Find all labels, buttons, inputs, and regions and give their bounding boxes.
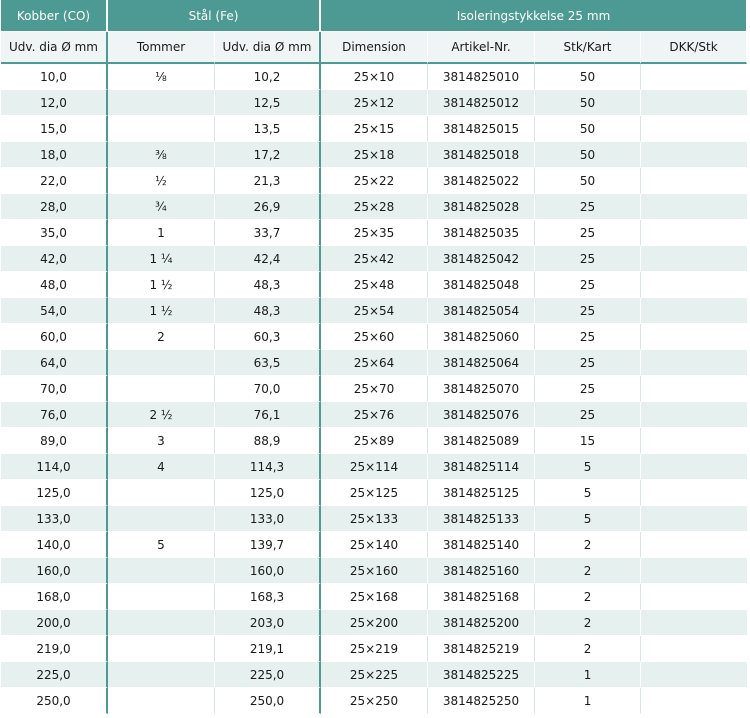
cell-article: 3814825140 <box>428 532 535 558</box>
col-pcs-carton: Stk/Kart <box>535 32 641 64</box>
cell-steel-dia: 225,0 <box>215 662 321 688</box>
cell-steel-dia: 48,3 <box>215 298 321 324</box>
cell-steel-inches: ¾ <box>108 194 215 220</box>
cell-steel-inches <box>108 558 215 584</box>
cell-dimension: 25×15 <box>321 116 428 142</box>
cell-dimension: 25×48 <box>321 272 428 298</box>
cell-price <box>641 532 747 558</box>
cell-dimension: 25×22 <box>321 168 428 194</box>
cell-article: 3814825035 <box>428 220 535 246</box>
cell-article: 3814825022 <box>428 168 535 194</box>
cell-dimension: 25×60 <box>321 324 428 350</box>
cell-copper-dia: 114,0 <box>1 454 108 480</box>
cell-article: 3814825250 <box>428 688 535 714</box>
cell-price <box>641 116 747 142</box>
cell-price <box>641 168 747 194</box>
cell-steel-dia: 219,1 <box>215 636 321 662</box>
cell-dimension: 25×76 <box>321 402 428 428</box>
cell-copper-dia: 250,0 <box>1 688 108 714</box>
table-row <box>1 454 747 480</box>
cell-article: 3814825042 <box>428 246 535 272</box>
cell-dimension: 25×160 <box>321 558 428 584</box>
cell-copper-dia: 18,0 <box>1 142 108 168</box>
table-row <box>1 142 747 168</box>
cell-copper-dia: 133,0 <box>1 506 108 532</box>
cell-article: 3814825028 <box>428 194 535 220</box>
cell-steel-inches: 2 <box>108 324 215 350</box>
table-row <box>1 298 747 324</box>
cell-copper-dia: 219,0 <box>1 636 108 662</box>
cell-copper-dia: 10,0 <box>1 64 108 90</box>
cell-price <box>641 220 747 246</box>
cell-steel-dia: 203,0 <box>215 610 321 636</box>
cell-copper-dia: 200,0 <box>1 610 108 636</box>
cell-price <box>641 142 747 168</box>
cell-dimension: 25×54 <box>321 298 428 324</box>
cell-copper-dia: 225,0 <box>1 662 108 688</box>
table-row <box>1 246 747 272</box>
cell-price <box>641 90 747 116</box>
cell-price <box>641 428 747 454</box>
cell-steel-inches <box>108 90 215 116</box>
cell-article: 3814825060 <box>428 324 535 350</box>
cell-price <box>641 558 747 584</box>
cell-steel-inches: ½ <box>108 168 215 194</box>
cell-copper-dia: 89,0 <box>1 428 108 454</box>
cell-steel-dia: 88,9 <box>215 428 321 454</box>
table-header <box>1 0 747 64</box>
cell-dimension: 25×35 <box>321 220 428 246</box>
cell-copper-dia: 125,0 <box>1 480 108 506</box>
cell-pcs-carton: 25 <box>535 194 641 220</box>
cell-steel-dia: 21,3 <box>215 168 321 194</box>
group-insulation: Isoleringstykkelse 25 mm <box>321 0 747 32</box>
cell-pcs-carton: 25 <box>535 246 641 272</box>
table-row <box>1 506 747 532</box>
cell-steel-dia: 76,1 <box>215 402 321 428</box>
cell-article: 3814825018 <box>428 142 535 168</box>
table-row <box>1 194 747 220</box>
cell-article: 3814825064 <box>428 350 535 376</box>
cell-price <box>641 246 747 272</box>
cell-article: 3814825070 <box>428 376 535 402</box>
cell-pcs-carton: 1 <box>535 662 641 688</box>
header-column-row <box>1 32 747 64</box>
table-row <box>1 90 747 116</box>
cell-steel-dia: 13,5 <box>215 116 321 142</box>
cell-steel-inches: ⅛ <box>108 64 215 90</box>
cell-copper-dia: 160,0 <box>1 558 108 584</box>
cell-copper-dia: 48,0 <box>1 272 108 298</box>
cell-steel-dia: 70,0 <box>215 376 321 402</box>
cell-pcs-carton: 5 <box>535 480 641 506</box>
cell-copper-dia: 22,0 <box>1 168 108 194</box>
cell-pcs-carton: 25 <box>535 324 641 350</box>
cell-steel-dia: 12,5 <box>215 90 321 116</box>
cell-article: 3814825125 <box>428 480 535 506</box>
cell-article: 3814825225 <box>428 662 535 688</box>
cell-pcs-carton: 25 <box>535 350 641 376</box>
cell-pcs-carton: 50 <box>535 168 641 194</box>
cell-steel-dia: 48,3 <box>215 272 321 298</box>
cell-steel-inches <box>108 480 215 506</box>
cell-steel-dia: 125,0 <box>215 480 321 506</box>
cell-steel-inches: 2 ½ <box>108 402 215 428</box>
table-row <box>1 480 747 506</box>
cell-dimension: 25×18 <box>321 142 428 168</box>
cell-dimension: 25×28 <box>321 194 428 220</box>
cell-steel-inches: 4 <box>108 454 215 480</box>
cell-dimension: 25×70 <box>321 376 428 402</box>
table-row <box>1 220 747 246</box>
cell-steel-inches: ⅜ <box>108 142 215 168</box>
cell-dimension: 25×250 <box>321 688 428 714</box>
cell-steel-dia: 160,0 <box>215 558 321 584</box>
cell-steel-inches: 1 ½ <box>108 272 215 298</box>
cell-steel-dia: 250,0 <box>215 688 321 714</box>
cell-steel-dia: 133,0 <box>215 506 321 532</box>
cell-price <box>641 64 747 90</box>
col-article: Artikel-Nr. <box>428 32 535 64</box>
cell-article: 3814825114 <box>428 454 535 480</box>
cell-price <box>641 454 747 480</box>
table-row <box>1 324 747 350</box>
cell-steel-inches <box>108 636 215 662</box>
cell-pcs-carton: 50 <box>535 90 641 116</box>
table-row <box>1 662 747 688</box>
cell-dimension: 25×64 <box>321 350 428 376</box>
cell-price <box>641 480 747 506</box>
cell-article: 3814825012 <box>428 90 535 116</box>
cell-steel-dia: 42,4 <box>215 246 321 272</box>
cell-price <box>641 636 747 662</box>
cell-steel-dia: 33,7 <box>215 220 321 246</box>
cell-steel-inches: 1 <box>108 220 215 246</box>
group-copper: Kobber (CO) <box>1 0 108 32</box>
cell-pcs-carton: 50 <box>535 64 641 90</box>
cell-pcs-carton: 25 <box>535 376 641 402</box>
cell-copper-dia: 15,0 <box>1 116 108 142</box>
cell-price <box>641 610 747 636</box>
cell-dimension: 25×200 <box>321 610 428 636</box>
table-row <box>1 558 747 584</box>
col-price: DKK/Stk <box>641 32 747 64</box>
cell-pcs-carton: 5 <box>535 454 641 480</box>
cell-steel-dia: 17,2 <box>215 142 321 168</box>
cell-price <box>641 376 747 402</box>
cell-dimension: 25×140 <box>321 532 428 558</box>
cell-price <box>641 350 747 376</box>
cell-dimension: 25×114 <box>321 454 428 480</box>
cell-steel-inches <box>108 116 215 142</box>
cell-pcs-carton: 2 <box>535 610 641 636</box>
table-row <box>1 402 747 428</box>
col-steel-dia: Udv. dia Ø mm <box>215 32 321 64</box>
cell-steel-inches <box>108 584 215 610</box>
cell-steel-dia: 168,3 <box>215 584 321 610</box>
cell-steel-inches <box>108 688 215 714</box>
cell-steel-dia: 10,2 <box>215 64 321 90</box>
col-copper-dia: Udv. dia Ø mm <box>1 32 108 64</box>
cell-copper-dia: 28,0 <box>1 194 108 220</box>
table-row <box>1 168 747 194</box>
cell-dimension: 25×89 <box>321 428 428 454</box>
cell-article: 3814825048 <box>428 272 535 298</box>
cell-price <box>641 298 747 324</box>
table-body <box>1 64 747 714</box>
cell-price <box>641 402 747 428</box>
cell-pcs-carton: 2 <box>535 532 641 558</box>
cell-pcs-carton: 2 <box>535 558 641 584</box>
cell-price <box>641 324 747 350</box>
cell-article: 3814825015 <box>428 116 535 142</box>
table-row <box>1 428 747 454</box>
cell-copper-dia: 140,0 <box>1 532 108 558</box>
cell-pcs-carton: 25 <box>535 220 641 246</box>
cell-copper-dia: 168,0 <box>1 584 108 610</box>
table-row <box>1 272 747 298</box>
cell-dimension: 25×168 <box>321 584 428 610</box>
cell-pcs-carton: 25 <box>535 272 641 298</box>
cell-article: 3814825219 <box>428 636 535 662</box>
cell-price <box>641 584 747 610</box>
cell-steel-inches <box>108 506 215 532</box>
cell-article: 3814825200 <box>428 610 535 636</box>
cell-copper-dia: 35,0 <box>1 220 108 246</box>
cell-steel-dia: 26,9 <box>215 194 321 220</box>
cell-steel-inches <box>108 610 215 636</box>
table-row <box>1 350 747 376</box>
cell-steel-dia: 63,5 <box>215 350 321 376</box>
cell-steel-inches: 1 ½ <box>108 298 215 324</box>
cell-article: 3814825133 <box>428 506 535 532</box>
cell-pcs-carton: 25 <box>535 402 641 428</box>
cell-price <box>641 194 747 220</box>
cell-steel-inches: 3 <box>108 428 215 454</box>
cell-pcs-carton: 2 <box>535 636 641 662</box>
cell-article: 3814825089 <box>428 428 535 454</box>
header-group-row <box>1 0 747 32</box>
table-row <box>1 584 747 610</box>
cell-copper-dia: 64,0 <box>1 350 108 376</box>
cell-copper-dia: 12,0 <box>1 90 108 116</box>
cell-price <box>641 272 747 298</box>
cell-pcs-carton: 5 <box>535 506 641 532</box>
table-row <box>1 376 747 402</box>
cell-copper-dia: 70,0 <box>1 376 108 402</box>
group-steel: Stål (Fe) <box>108 0 321 32</box>
cell-article: 3814825054 <box>428 298 535 324</box>
cell-steel-inches <box>108 376 215 402</box>
table-row <box>1 64 747 90</box>
cell-steel-dia: 114,3 <box>215 454 321 480</box>
cell-dimension: 25×219 <box>321 636 428 662</box>
cell-pcs-carton: 15 <box>535 428 641 454</box>
product-table <box>1 0 747 714</box>
cell-pcs-carton: 1 <box>535 688 641 714</box>
table-row <box>1 610 747 636</box>
cell-steel-inches: 1 ¼ <box>108 246 215 272</box>
cell-article: 3814825076 <box>428 402 535 428</box>
cell-article: 3814825160 <box>428 558 535 584</box>
table-row <box>1 688 747 714</box>
cell-copper-dia: 42,0 <box>1 246 108 272</box>
col-dimension: Dimension <box>321 32 428 64</box>
table-row <box>1 116 747 142</box>
cell-price <box>641 662 747 688</box>
cell-pcs-carton: 25 <box>535 298 641 324</box>
cell-dimension: 25×42 <box>321 246 428 272</box>
table-row <box>1 532 747 558</box>
cell-pcs-carton: 50 <box>535 116 641 142</box>
cell-dimension: 25×225 <box>321 662 428 688</box>
cell-dimension: 25×133 <box>321 506 428 532</box>
cell-dimension: 25×12 <box>321 90 428 116</box>
table-row <box>1 636 747 662</box>
cell-pcs-carton: 50 <box>535 142 641 168</box>
cell-copper-dia: 60,0 <box>1 324 108 350</box>
cell-price <box>641 688 747 714</box>
cell-pcs-carton: 2 <box>535 584 641 610</box>
cell-article: 3814825168 <box>428 584 535 610</box>
cell-article: 3814825010 <box>428 64 535 90</box>
cell-steel-dia: 139,7 <box>215 532 321 558</box>
cell-dimension: 25×10 <box>321 64 428 90</box>
cell-copper-dia: 76,0 <box>1 402 108 428</box>
col-steel-inches: Tommer <box>108 32 215 64</box>
cell-steel-inches <box>108 350 215 376</box>
cell-dimension: 25×125 <box>321 480 428 506</box>
cell-steel-dia: 60,3 <box>215 324 321 350</box>
cell-steel-inches <box>108 662 215 688</box>
cell-copper-dia: 54,0 <box>1 298 108 324</box>
cell-price <box>641 506 747 532</box>
cell-steel-inches: 5 <box>108 532 215 558</box>
